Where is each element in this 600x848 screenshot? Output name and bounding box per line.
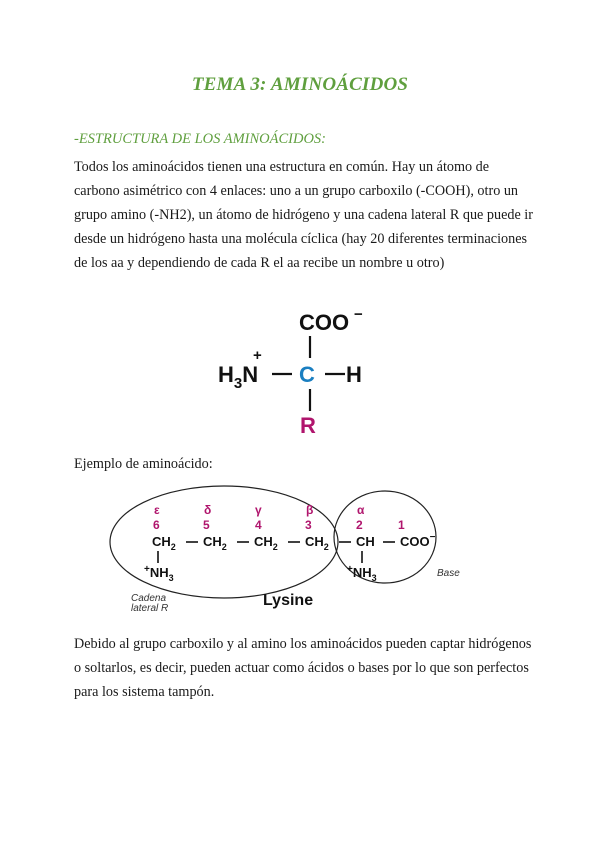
- greek-beta: β: [306, 503, 314, 517]
- amino-acid-structure: [0, 310, 600, 440]
- carbon-number-2: 2: [356, 518, 363, 532]
- chain-ch2-3: $CH_2$: [305, 534, 329, 552]
- hydrogen-label: H: [346, 362, 362, 387]
- r-group: R: [300, 413, 316, 438]
- chain-ch2-4: $CH_2$: [254, 534, 278, 552]
- carbon-number-3: 3: [305, 518, 312, 532]
- amino-group: $H_3N$: [218, 362, 259, 392]
- carbon-number-1: 1: [398, 518, 405, 532]
- closing-paragraph: Debido al grupo carboxilo y al amino los aminoácidos pueden captar hidrógenos o soltarlos, es decir, pueden actuar como ácidos o bases por lo que son perfectos para los sistema tampón.: [74, 636, 532, 700]
- minus-charge: −: [354, 310, 363, 323]
- greek-gamma: γ: [255, 503, 262, 517]
- greek-alpha: α: [357, 503, 365, 517]
- nh3-left: $^+NH_3$: [144, 564, 174, 583]
- chain-ch2-6: $CH_2$: [152, 534, 176, 552]
- annotation-base: Base: [437, 568, 460, 579]
- example-caption: Ejemplo de aminoácido:: [74, 456, 213, 472]
- greek-epsilon: ε: [154, 503, 160, 517]
- lysine-diagram: [0, 480, 600, 620]
- nh3-right: $^+NH_3$: [347, 564, 377, 583]
- section-heading: -ESTRUCTURA DE LOS AMINOÁCIDOS:: [74, 131, 327, 147]
- intro-paragraph: Todos los aminoácidos tienen una estructura en común. Hay un átomo de carbono asimétrico con 4 enlaces: uno a un grupo carboxilo (-COOH), otro un grupo amino (-NH2), un átomo de hidrógeno y una cadena lateral R que puede ir desde un hidrógeno hasta una molécula cíclica (hay 20 diferentes terminaciones de los aa y dependiendo de cada R el aa recibe un nombre u otro): [74, 159, 533, 271]
- carbon-number-4: 4: [255, 518, 262, 532]
- carbon-number-6: 6: [153, 518, 160, 532]
- greek-delta: δ: [204, 503, 212, 517]
- alpha-carbon: C: [299, 362, 315, 387]
- chain-ch-2: CH: [356, 534, 375, 549]
- lysine-name: Lysine: [263, 592, 314, 609]
- carboxylate-label: COO: [299, 310, 350, 335]
- annotation-cadena: Cadena: [131, 593, 167, 604]
- annotation-lateral-r: lateral R: [131, 603, 169, 614]
- page-title: TEMA 3: AMINOÁCIDOS: [191, 74, 409, 95]
- chain-coo-1: COO−: [400, 532, 436, 549]
- chain-ch2-5: $CH_2$: [203, 534, 227, 552]
- carbon-number-5: 5: [203, 518, 210, 532]
- plus-charge: +: [253, 347, 262, 364]
